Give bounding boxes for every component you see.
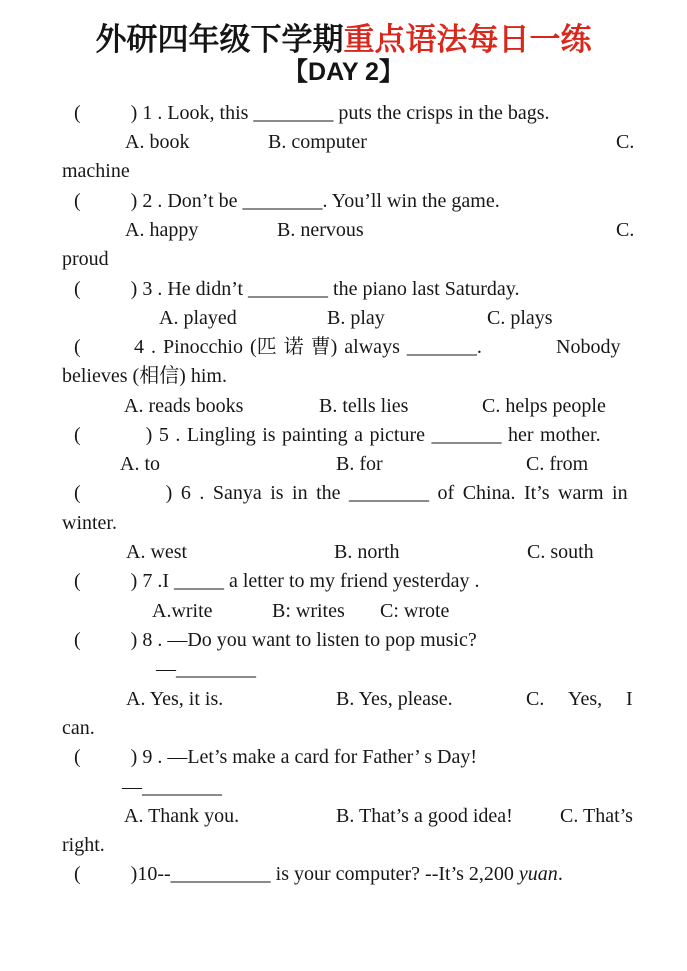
- q5-option-a: A. to: [120, 453, 160, 475]
- question-1-options: [0, 129, 687, 156]
- question-6-text: ( ) 6 . Sanya is in the ________ of China. It’s warm in: [74, 482, 628, 504]
- question-8-options: [0, 686, 687, 713]
- q9-option-c: C. That’s: [560, 805, 633, 827]
- question-3-text: ( ) 3 . He didn’t ________ the piano last Saturday.: [74, 278, 520, 300]
- q4-option-a: A. reads books: [124, 395, 244, 417]
- q8-option-c-cont-text: can.: [62, 717, 95, 739]
- q1-option-c: C.: [616, 131, 635, 153]
- q7-option-a: A.write: [152, 600, 213, 622]
- q2-option-c: C.: [616, 219, 635, 241]
- q8-option-c-word2: Yes,: [568, 688, 603, 710]
- q6-option-a: A. west: [126, 541, 188, 563]
- q3-option-a: A. played: [159, 307, 237, 329]
- question-7-stem: [0, 568, 687, 595]
- q6-option-b: B. north: [334, 541, 400, 563]
- q5-option-c: C. from: [526, 453, 589, 475]
- question-8-text: ( ) 8 . —Do you want to listen to pop music?: [74, 629, 477, 651]
- q10-italic-yuan: yuan: [518, 863, 558, 885]
- question-9-options: [0, 803, 687, 830]
- question-5-stem: [0, 422, 687, 449]
- q2-option-a: A. happy: [125, 219, 199, 241]
- question-7-text: ( ) 7 .I _____ a letter to my friend yesterday .: [74, 570, 480, 592]
- q3-option-c: C. plays: [487, 307, 553, 329]
- q1-option-c-text: machine: [62, 160, 130, 182]
- q4-option-c: C. helps people: [482, 395, 606, 417]
- question-9-stem: [0, 744, 687, 771]
- q4-open-paren: (: [74, 336, 81, 358]
- q3-option-b: B. play: [327, 307, 385, 329]
- question-8-stem: [0, 627, 687, 654]
- q8-option-a: A. Yes, it is.: [126, 688, 224, 710]
- q2-option-c-continuation: [0, 246, 687, 273]
- question-4-options: [0, 393, 687, 420]
- title-red-part: 重点语法每日一练: [343, 22, 592, 57]
- question-4-text: 4 . Pinocchio (匹 诺 曹) always _______.: [134, 336, 482, 358]
- q2-option-c-text: proud: [62, 248, 109, 270]
- q8-blank-text: —________: [156, 658, 256, 680]
- q8-option-c-continuation: [0, 715, 687, 742]
- q9-blank-text: —________: [122, 776, 222, 798]
- question-3-options: [0, 305, 687, 332]
- q1-option-b: B. computer: [268, 131, 367, 153]
- question-1-stem: [0, 100, 687, 127]
- question-2-options: [0, 217, 687, 244]
- question-6-options: [0, 539, 687, 566]
- q9-option-c-cont-text: right.: [62, 834, 105, 856]
- q9-option-b: B. That’s a good idea!: [336, 805, 513, 827]
- question-10-stem: [0, 861, 687, 888]
- question-6-continuation: [0, 510, 687, 537]
- q8-option-c-word3: I: [626, 688, 633, 710]
- question-6-stem: [0, 480, 687, 507]
- q9-option-c-continuation: [0, 832, 687, 859]
- q10-period: .: [557, 863, 563, 885]
- title-black-part: 外研四年级下学期: [95, 22, 344, 57]
- q2-option-b: B. nervous: [277, 219, 364, 241]
- question-4-continuation: [0, 363, 687, 390]
- day-label: 【DAY 2】: [283, 58, 404, 86]
- q8-option-b: B. Yes, please.: [336, 688, 453, 710]
- q7-option-c: C: wrote: [380, 600, 450, 622]
- question-2-text: ( ) 2 . Don’t be ________. You’ll win the game.: [74, 190, 500, 212]
- question-1-text: ( ) 1 . Look, this ________ puts the crisps in the bags.: [74, 102, 550, 124]
- question-4-stem: [0, 334, 687, 361]
- question-4-tail: Nobody: [556, 336, 621, 358]
- question-10-text: ( )10--__________ is your computer? --It’s 2,200: [74, 863, 519, 885]
- question-3-stem: [0, 276, 687, 303]
- question-2-stem: [0, 188, 687, 215]
- q8-option-c: C.: [526, 688, 545, 710]
- q5-option-b: B. for: [336, 453, 383, 475]
- q6-option-c: C. south: [527, 541, 594, 563]
- q1-option-a: A. book: [125, 131, 190, 153]
- q9-option-a: A. Thank you.: [124, 805, 240, 827]
- q4-option-b: B. tells lies: [319, 395, 409, 417]
- question-9-answer-blank: [0, 774, 687, 801]
- question-9-text: ( ) 9 . —Let’s make a card for Father’ s Day!: [74, 746, 478, 768]
- worksheet-title: [0, 22, 687, 58]
- question-6-cont-text: winter.: [62, 512, 117, 534]
- question-4-cont-text: believes (相信) him.: [62, 365, 227, 387]
- question-5-options: [0, 451, 687, 478]
- question-8-answer-blank: [0, 656, 687, 683]
- question-7-options: [0, 598, 687, 625]
- q7-option-b: B: writes: [272, 600, 345, 622]
- q1-option-c-continuation: [0, 158, 687, 185]
- question-5-text: ( ) 5 . Lingling is painting a picture _______ her mother.: [74, 424, 601, 446]
